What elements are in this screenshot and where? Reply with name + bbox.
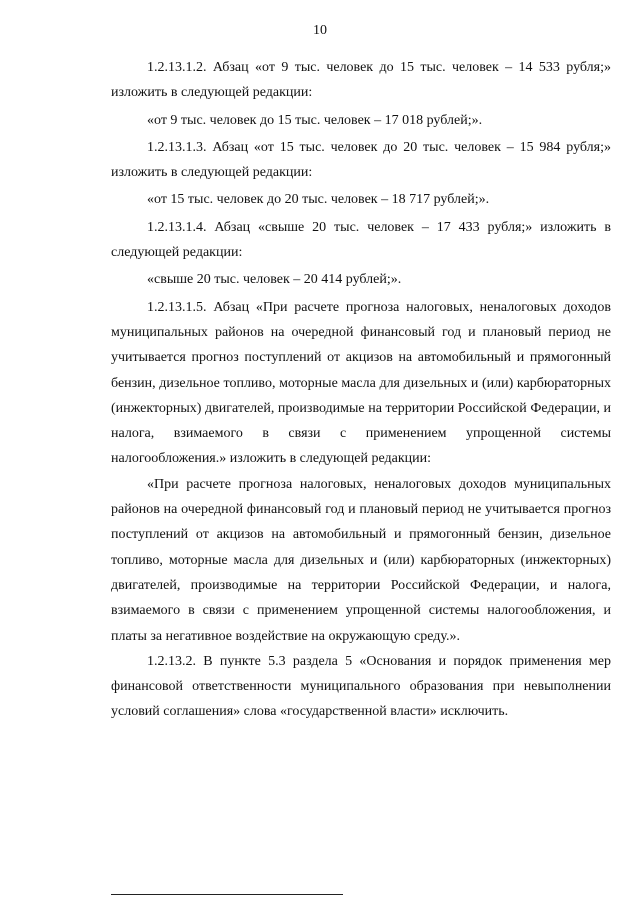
paragraph-new-wording-9-15: «от 9 тыс. человек до 15 тыс. человек – 17 018 рублей;». [147, 112, 483, 128]
paragraph-new-wording-over-20: «свыше 20 тыс. человек – 20 414 рублей;». [147, 272, 402, 288]
paragraph-1-2-13-2: 1.2.13.2. В пункте 5.3 раздела 5 «Основания и порядок применения мер финансовой ответственности муниципального образования при невыполнении условий соглашения» слова «государственной власти» исключить. [111, 653, 611, 720]
paragraph-1-2-13-1-3: 1.2.13.1.3. Абзац «от 15 тыс. человек до 20 тыс. человек – 15 984 рубля;» изложить в следующей редакции: [111, 139, 611, 181]
paragraph-1-2-13-1-5: 1.2.13.1.5. Абзац «При расчете прогноза налоговых, неналоговых доходов муниципальных районов на очередной финансовый год и плановый период не учитывается прогноз поступлений от акцизов на автомобильный и прямогонный бензин, дизельное топливо, моторные масла для дизельных и (или) карбюраторных (инжекторных) двигателей, производимые на территории Российской Федерации, и налога, взимаемого в связи с применением упрощенной системы налогообложения.» изложить в следующей редакции: [111, 299, 611, 467]
page-number: 10 [313, 23, 327, 38]
paragraph-1-2-13-1-2: 1.2.13.1.2. Абзац «от 9 тыс. человек до 15 тыс. человек – 14 533 рубля;» изложить в следующей редакции: [111, 60, 611, 101]
paragraph-new-wording-forecast: «При расчете прогноза налоговых, неналоговых доходов муниципальных районов на очередной финансовый год и плановый период не учитывается прогноз поступлений от акцизов на автомобильный и прямогонный бензин, дизельное топливо, моторные масла для дизельных и (или) карбюраторных (инжекторных) двигателей, производимые на территории Российской Федерации, и налога, взимаемого в связи с применением упрощенной системы налогообложения, и платы за негативное воздействие на окружающую среду.». [111, 476, 611, 644]
paragraph-new-wording-15-20: «от 15 тыс. человек до 20 тыс. человек – 18 717 рублей;». [147, 192, 490, 208]
paragraph-1-2-13-1-4: 1.2.13.1.4. Абзац «свыше 20 тыс. человек – 17 433 рубля;» изложить в следующей редакции: [111, 219, 611, 261]
footnote-divider [111, 894, 343, 895]
document-body [111, 55, 611, 725]
